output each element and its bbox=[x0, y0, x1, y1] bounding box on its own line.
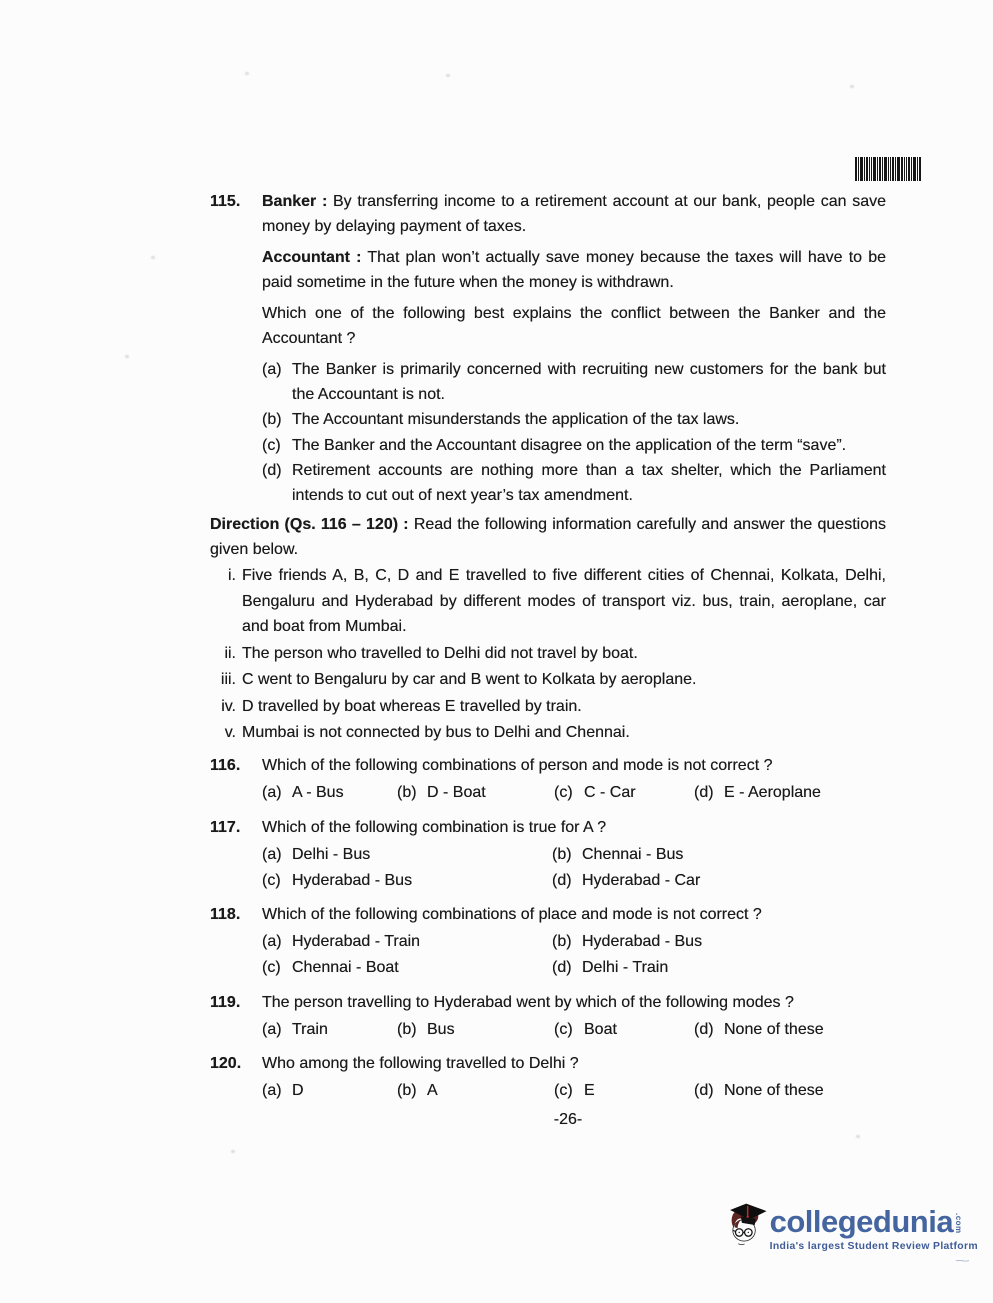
direction-heading bbox=[210, 512, 886, 562]
direction-item-i bbox=[214, 563, 886, 639]
option-b bbox=[552, 842, 886, 868]
question-text: Which of the following combinations of place and mode is not correct ? bbox=[262, 906, 762, 924]
options-grid bbox=[262, 929, 886, 981]
option-a bbox=[262, 1017, 397, 1042]
option-letter: (b) bbox=[397, 1021, 417, 1039]
option-d bbox=[552, 868, 886, 894]
question-number: 117. bbox=[210, 819, 241, 837]
option-c bbox=[554, 1017, 694, 1042]
option-text: Retirement accounts are nothing more than a tax shelter, which the Parliament intends to cut out of next year’s tax amendment. bbox=[292, 461, 886, 505]
option-letter: (b) bbox=[262, 411, 282, 429]
collegedunia-logo bbox=[728, 1183, 978, 1267]
scan-speck bbox=[850, 85, 854, 88]
option-letter: (a) bbox=[262, 1082, 282, 1100]
option-text: The Banker and the Accountant disagree on the application of the term “save”. bbox=[292, 436, 847, 454]
scan-speck bbox=[151, 256, 155, 259]
option-d bbox=[694, 1078, 886, 1103]
option-letter: (c) bbox=[262, 959, 281, 977]
question-117 bbox=[210, 815, 886, 902]
option-letter: (d) bbox=[694, 1082, 714, 1100]
options-grid bbox=[262, 842, 886, 894]
paragraph-text: By transferring income to a retirement account at our bank, people can save money by delaying payment of taxes. bbox=[262, 193, 887, 235]
option-b bbox=[397, 1078, 554, 1103]
option-letter: (c) bbox=[262, 872, 281, 890]
option-letter: (b) bbox=[397, 784, 417, 802]
direction-item-ii bbox=[214, 641, 886, 666]
brand-tagline: India's largest Student Review Platform bbox=[769, 1241, 978, 1252]
direction-label: Direction (Qs. 116 – 120) : bbox=[210, 516, 409, 534]
page-number: -26- bbox=[553, 1111, 583, 1129]
direction-items bbox=[214, 563, 886, 748]
direction-text: Read the following information carefully and answer the questions given below. bbox=[210, 516, 887, 559]
option-c bbox=[554, 780, 694, 805]
option-c bbox=[262, 868, 552, 894]
speaker-label: Banker : bbox=[262, 193, 328, 210]
option-text: A - Bus bbox=[292, 784, 344, 802]
direction-item-v bbox=[214, 720, 886, 745]
question-number: 120. bbox=[210, 1055, 242, 1073]
option-a bbox=[262, 1078, 397, 1103]
direction-item-iii bbox=[214, 667, 886, 692]
item-numeral: i. bbox=[228, 567, 236, 585]
question-115 bbox=[210, 190, 886, 512]
option-text: Bus bbox=[427, 1021, 455, 1039]
option-text: The Accountant misunderstands the application of the tax laws. bbox=[292, 411, 740, 429]
item-numeral: ii. bbox=[224, 645, 236, 663]
option-d bbox=[694, 1017, 886, 1042]
question-number: 119. bbox=[210, 994, 241, 1012]
option-text: D bbox=[292, 1082, 304, 1100]
collegedunia-mascot-icon bbox=[728, 1183, 768, 1267]
option-letter: (a) bbox=[262, 361, 282, 378]
option-letter: (a) bbox=[262, 846, 282, 864]
option-d bbox=[552, 955, 886, 981]
option-text: E - Aeroplane bbox=[724, 784, 821, 802]
question-paragraph bbox=[262, 190, 886, 239]
item-numeral: iii. bbox=[220, 671, 236, 689]
squiggle-mark: ~ bbox=[954, 1254, 971, 1268]
question-number: 115. bbox=[210, 193, 241, 210]
item-text: C went to Bengaluru by car and B went to Kolkata by aeroplane. bbox=[242, 671, 697, 689]
option-letter: (a) bbox=[262, 1021, 282, 1039]
brand-tld: .com bbox=[954, 1213, 964, 1234]
paragraph-text: That plan won’t actually save money because the taxes will have to be paid sometime in the future when the money is withdrawn. bbox=[262, 249, 887, 291]
scan-speck bbox=[125, 355, 129, 358]
option-text: Chennai - Bus bbox=[582, 846, 684, 864]
option-b bbox=[397, 1017, 554, 1042]
question-116 bbox=[210, 753, 886, 815]
options-row bbox=[262, 780, 886, 805]
option-c bbox=[262, 433, 886, 458]
option-d bbox=[262, 458, 886, 508]
question-paragraph bbox=[262, 246, 886, 295]
options-row bbox=[262, 1017, 886, 1042]
question-paragraph bbox=[262, 302, 886, 351]
question-118 bbox=[210, 902, 886, 990]
scan-speck bbox=[245, 72, 249, 75]
options-row bbox=[262, 1078, 886, 1103]
option-d bbox=[694, 780, 886, 805]
option-a bbox=[262, 357, 886, 407]
scan-speck bbox=[231, 1150, 235, 1153]
item-numeral: iv. bbox=[221, 697, 236, 715]
question-120 bbox=[210, 1051, 886, 1103]
item-text: Mumbai is not connected by bus to Delhi and Chennai. bbox=[242, 724, 630, 741]
option-text: Hyderabad - Bus bbox=[582, 933, 703, 951]
item-text: Five friends A, B, C, D and E travelled to five different cities of Chennai, Kolkata, Delhi, Bengaluru and Hyderabad by different modes of transport viz. bus, train, aeroplane, car and boat from Mumbai. bbox=[242, 567, 886, 635]
option-c bbox=[554, 1078, 694, 1103]
option-letter: (b) bbox=[552, 846, 572, 864]
option-letter: (a) bbox=[262, 784, 282, 802]
barcode-icon bbox=[855, 157, 923, 182]
option-text: E bbox=[584, 1082, 595, 1100]
question-text: Which of the following combination is true for A ? bbox=[262, 819, 607, 837]
paragraph-text: Which one of the following best explains the conflict between the Banker and the Accountant ? bbox=[262, 305, 886, 347]
option-a bbox=[262, 929, 552, 955]
option-b bbox=[262, 407, 886, 432]
option-b bbox=[552, 929, 886, 955]
option-letter: (d) bbox=[694, 1021, 714, 1039]
question-text: Which of the following combinations of person and mode is not correct ? bbox=[262, 757, 773, 775]
direction-block bbox=[210, 512, 886, 753]
option-text: Chennai - Boat bbox=[292, 959, 399, 977]
option-letter: (d) bbox=[552, 959, 572, 977]
option-letter: (d) bbox=[694, 784, 714, 802]
option-letter: (c) bbox=[554, 784, 573, 802]
option-text: None of these bbox=[724, 1021, 824, 1039]
item-text: D travelled by boat whereas E travelled by train. bbox=[242, 697, 582, 715]
question-text: The person travelling to Hyderabad went by which of the following modes ? bbox=[262, 994, 794, 1012]
option-text: Delhi - Train bbox=[582, 959, 669, 977]
brand-name: collegedunia bbox=[769, 1204, 954, 1239]
scan-speck bbox=[856, 1135, 860, 1138]
option-letter: (d) bbox=[262, 461, 282, 479]
option-a bbox=[262, 780, 397, 805]
option-letter: (b) bbox=[397, 1082, 417, 1100]
option-b bbox=[397, 780, 554, 805]
logo-text bbox=[769, 1204, 978, 1268]
option-text: Delhi - Bus bbox=[292, 846, 371, 864]
speaker-label: Accountant : bbox=[262, 249, 362, 266]
item-text: The person who travelled to Delhi did not travel by boat. bbox=[242, 645, 638, 663]
question-number: 118. bbox=[210, 906, 241, 924]
page-content bbox=[210, 190, 886, 1131]
question-text: Who among the following travelled to Delhi ? bbox=[262, 1055, 579, 1073]
option-text: Hyderabad - Train bbox=[292, 933, 421, 951]
option-text: A bbox=[427, 1082, 438, 1100]
option-letter: (a) bbox=[262, 933, 282, 951]
option-a bbox=[262, 842, 552, 868]
option-letter: (d) bbox=[552, 872, 572, 890]
option-text: D - Boat bbox=[427, 784, 486, 802]
options-list bbox=[262, 357, 886, 508]
question-119 bbox=[210, 990, 886, 1051]
option-letter: (c) bbox=[262, 436, 281, 454]
scan-speck bbox=[446, 74, 450, 77]
option-text: The Banker is primarily concerned with recruiting new customers for the bank but the Accountant is not. bbox=[292, 361, 886, 404]
option-text: None of these bbox=[724, 1082, 824, 1100]
option-letter: (b) bbox=[552, 933, 572, 951]
direction-item-iv bbox=[214, 694, 886, 719]
option-letter: (c) bbox=[554, 1021, 573, 1039]
item-numeral: v. bbox=[224, 724, 236, 741]
option-text: Hyderabad - Bus bbox=[292, 872, 413, 890]
option-c bbox=[262, 955, 552, 981]
question-number: 116. bbox=[210, 757, 241, 775]
option-text: C - Car bbox=[584, 784, 636, 802]
option-text: Hyderabad - Car bbox=[582, 872, 701, 890]
option-letter: (c) bbox=[554, 1082, 573, 1100]
option-text: Train bbox=[292, 1021, 328, 1039]
option-text: Boat bbox=[584, 1021, 617, 1039]
